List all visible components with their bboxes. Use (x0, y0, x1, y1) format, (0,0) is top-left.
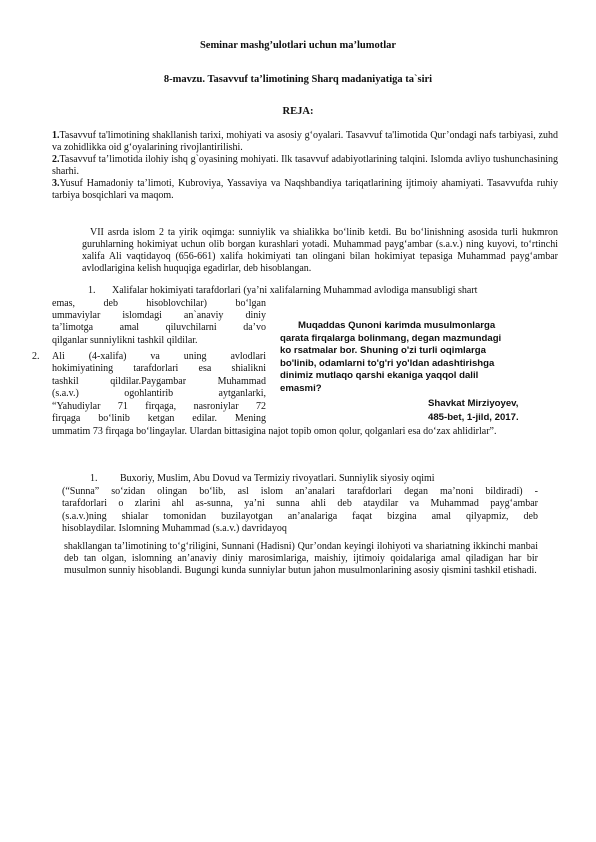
intro-paragraph: VII asrda islom 2 ta yirik oqimga: sunniylik va shialikka bo‘linib ketdi. Bu bo‘linishning asosida turli hukmron guruhlarning hokimiyat uchun olib borgan kurashlari yotadi. Muhammad payg‘ambar (s.a.v.) ning kuyovi, to‘rtinchi xalifa Ali vaqtidayoq (656-661) xalifa hokimiyati tan olingani bilan hokimiyat tepasiga Muhammad payg‘ambar avlodlarigina kelish huquqiga egadirlar, deb hisoblangan. (82, 227, 558, 274)
quote-block: Muqaddas Qunoni karimda musulmonlarga qarata firqalarga bolinmang, degan mazmundagi ko rsatmalar bor. Shuning o'zi turli oqimlarga bo'linib, odamlarni to'g'ri yo'ldan adashtirishga dinimiz mutlaqo qarshi ekaniga yaqqol dalil emasmi? (280, 320, 502, 394)
list-item-2: Ali (4-xalifa) va uning avlodlari hokimiyatining tarafdorlari esa shialikni tashkil qildilar.Paygambar Muhammad (s.a.v.) ogohlantirib aytganlarki, “Yahudiylar 71 firqaga, nasroniylar 72 firqaga bo‘linib ketgan edilar. Mening (52, 351, 266, 425)
plan-list (52, 130, 558, 202)
list-item-2-tail: ummatim 73 firqaga bo‘lingaylar. Ulardan bittasigina najot topib omon qolur, qolganlari esa do‘zax ahlidirlar”. (52, 426, 497, 437)
document-title: Seminar mashg’ulotlari uchun ma’lumotlar (199, 40, 397, 51)
sunni-paragraph: shakllangan ta’limotining to‘g‘riligini, Sunnani (Hadisni) Qur’ondan keyingi ilohiyoti va shariatning ikkinchi manbai deb tan olgan, islomning an’anaviy diniy marosimlariga, maishiy, ijtimoiy qoidalariga amal qiladigan har bir musulmon sunniy hisoblandi. Bugungi kunda sunniylar butun jahon musulmonlarining asosiy qismini tashkil etishadi. (64, 541, 538, 576)
topic-heading: 8-mavzu. Tasavvuf ta’limotining Sharq madaniyatiga ta`siri (163, 74, 433, 85)
sunni-item-first-line: 1. Buxoriy, Muslim, Abu Dovud va Termiziy rivoyatlari. Sunniylik siyosiy oqimi (90, 473, 435, 484)
plan-item-2: 2.Tasavvuf ta’limotida ilohiy ishq g`oyasining mohiyati. Ilk tasavvuf adabiyotlarining talqini. Islomda avliyo tushunchasining sharhi. (52, 154, 558, 177)
sunni-item-lines: (“Sunna” so‘zidan olingan bo‘lib, asl islom an’analari tarafdorlari degan ma’noni bildiradi) - tarafdorlari o zlarini ahl as-sunna, ya’ni sunna ahli deb ataydilar va Muhammad payg‘ambar (s.a.v.)ning shialar tomonidan buzilayotgan an’analariga faqat bizgina amal qilyapmiz, deb hisoblaydilar. Islomning Muhammad (s.a.v.) davridayoq (62, 486, 538, 535)
list-item-1-first-line: 1. Xalifalar hokimiyati tarafdorlari (ya’ni xalifalarning Muhammad avlodiga mansubligi shart (88, 285, 478, 296)
plan-item-1: 1.Tasavvuf ta'limotining shakllanish tarixi, mohiyati va asosiy g‘oyalari. Tasavvuf ta'limotida Qur’ondagi nafs tarbiyasi, zuhd va zohidlikka oid g‘oyalarining rivojlantirilishi. (52, 130, 558, 153)
plan-heading: REJA: (282, 106, 314, 117)
quote-author: Shavkat Mirziyoyev, (428, 398, 519, 409)
quote-source: 485-bet, 1-jild, 2017. (428, 412, 519, 423)
plan-item-3: 3.Yusuf Hamadoniy ta’limoti, Kubroviya, Yassaviya va Naqshbandiya tariqatlarining ijtimoiy ahamiyati. Tasavvufda ruhiy tarbiya bosqichlari va maqom. (52, 178, 558, 201)
list-item-1-continuation: emas, deb hisoblovchilar) bo‘lgan ummaviylar islomdagi an`anaviy diniy ta’limotga amal qiluvchilarni da’vo qilganlar sunniylikni tashkil qildilar. (52, 298, 266, 346)
list-item-2-number: 2. (32, 351, 40, 362)
